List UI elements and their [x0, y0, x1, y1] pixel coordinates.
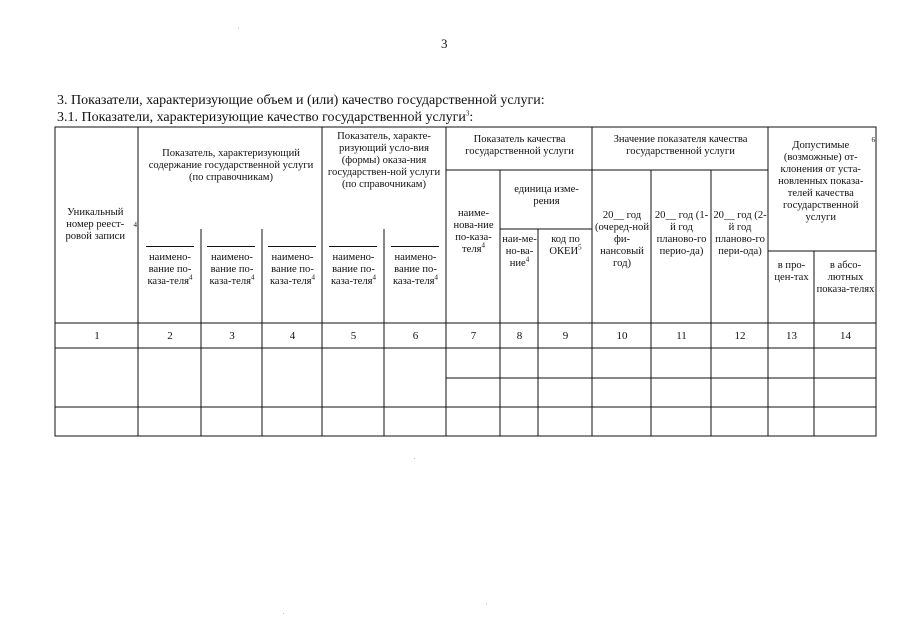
header-unit-group: единица изме-рения: [514, 184, 579, 207]
header-deviation-text: Допустимые (возможные) от-клонения от уста-новленных показа-телей качества государственной услуги: [778, 140, 864, 223]
scan-speck: [414, 458, 415, 459]
header-indicator-name-text: наимено-вание по-каза-теля: [209, 252, 254, 287]
header-indicator-name-6: [385, 252, 446, 322]
header-form-group: Показатель, характе-ризующий усло-вия (формы) оказа-ния государствен-ной услуги (по справочникам): [327, 131, 441, 190]
name-blank-line: [146, 246, 194, 247]
header-quality-group: Показатель качества государственной услуги: [465, 134, 574, 157]
header-indicator-name-text: наимено-вание по-каза-теля: [269, 252, 314, 287]
footnote-mark: 5: [578, 243, 582, 252]
subsection-heading: 3.1. Показатели, характеризующие качество государственной услуги$^3$:: [57, 109, 474, 125]
header-unique-number-text: Уникальный номер реест-ровой записи: [65, 207, 126, 242]
col-number-14: 14: [840, 330, 851, 342]
col-number-4: 4: [289, 330, 296, 342]
header-indicator-name-text: наимено-вание по-каза-теля: [147, 252, 192, 287]
header-year-plan1: 20__ год (1-й год планово-го перио-да): [654, 210, 709, 257]
header-absolute: в абсо-лютных показа-телях: [816, 260, 875, 295]
header-indicator-name-3: [202, 252, 262, 322]
header-quality-name-text: наиме-нова-ние по-каза-теля: [453, 208, 494, 255]
header-okei-code-text: код по ОКЕИ: [549, 234, 580, 257]
footnote-mark: 4: [311, 273, 316, 282]
col-number-9: 9: [562, 330, 569, 342]
col-number-6: 6: [412, 330, 419, 342]
header-indicator-name-text: наимено-вание по-каза-теля: [330, 252, 375, 287]
header-indicator-name-5: [323, 252, 384, 322]
col-number-11: 11: [676, 330, 687, 342]
header-unit-name-text: наи-ме-но-ва-ние: [502, 234, 537, 269]
col-number-12: 12: [734, 330, 746, 342]
footnote-mark: 4: [525, 255, 530, 264]
scan-speck: [283, 613, 284, 614]
header-indicator-name-2: [139, 252, 201, 322]
col-number-5: 5: [350, 330, 357, 342]
col-number-1: 1: [94, 330, 100, 342]
header-indicator-name-4: [263, 252, 322, 322]
header-year-plan2: 20__ год (2-й год планово-го пери-ода): [713, 210, 767, 257]
page-number: 3: [441, 36, 448, 51]
header-year-current: 20__ год (очеред-ной фи-нансовый год): [595, 210, 649, 269]
footnote-mark: 4: [434, 273, 439, 282]
col-number-8: 8: [516, 330, 523, 342]
name-blank-line: [329, 246, 377, 247]
name-blank-line: [268, 246, 316, 247]
header-unit-name: [501, 234, 538, 320]
footnote-mark: 4: [189, 273, 193, 282]
col-number-13: 13: [786, 330, 797, 342]
header-quality-name: [447, 208, 500, 318]
col-number-7: 7: [470, 330, 477, 342]
col-number-10: 10: [616, 330, 628, 342]
col-number-2: 2: [167, 330, 173, 342]
col-number-3: 3: [229, 330, 235, 342]
scan-speck: [238, 28, 239, 29]
header-percent: в про-цен-тах: [774, 260, 809, 283]
footnote-mark: 4: [251, 273, 255, 282]
header-deviation-group: Допустимые (возможные) от-клонения от уста-новленных показа-телей качества государственной услуги 6: [769, 140, 876, 240]
section-heading: 3. Показатели, характеризующие объем и (или) качество государственной услуги:: [57, 93, 545, 108]
header-indicator-name-text: наимено-вание по-каза-теля: [392, 252, 437, 287]
subsection-heading-text: 3.1. Показатели, характеризующие качество государственной услуги: [57, 110, 466, 125]
name-blank-line: [207, 246, 255, 247]
header-okei-code: [539, 234, 592, 274]
header-content-group: Показатель, характеризующий содержание государственной услуги (по справочникам): [148, 148, 314, 183]
scan-speck: [486, 603, 487, 604]
footnote-mark: 4: [481, 241, 485, 250]
footnote-mark: 4: [372, 273, 377, 282]
header-unique-number: Уникальный номер реест-ровой записи 4: [56, 200, 138, 250]
footnote-mark: 3: [465, 109, 470, 118]
header-value-group: Значение показателя качества государственной услуги: [613, 134, 748, 157]
name-blank-line: [391, 246, 439, 247]
